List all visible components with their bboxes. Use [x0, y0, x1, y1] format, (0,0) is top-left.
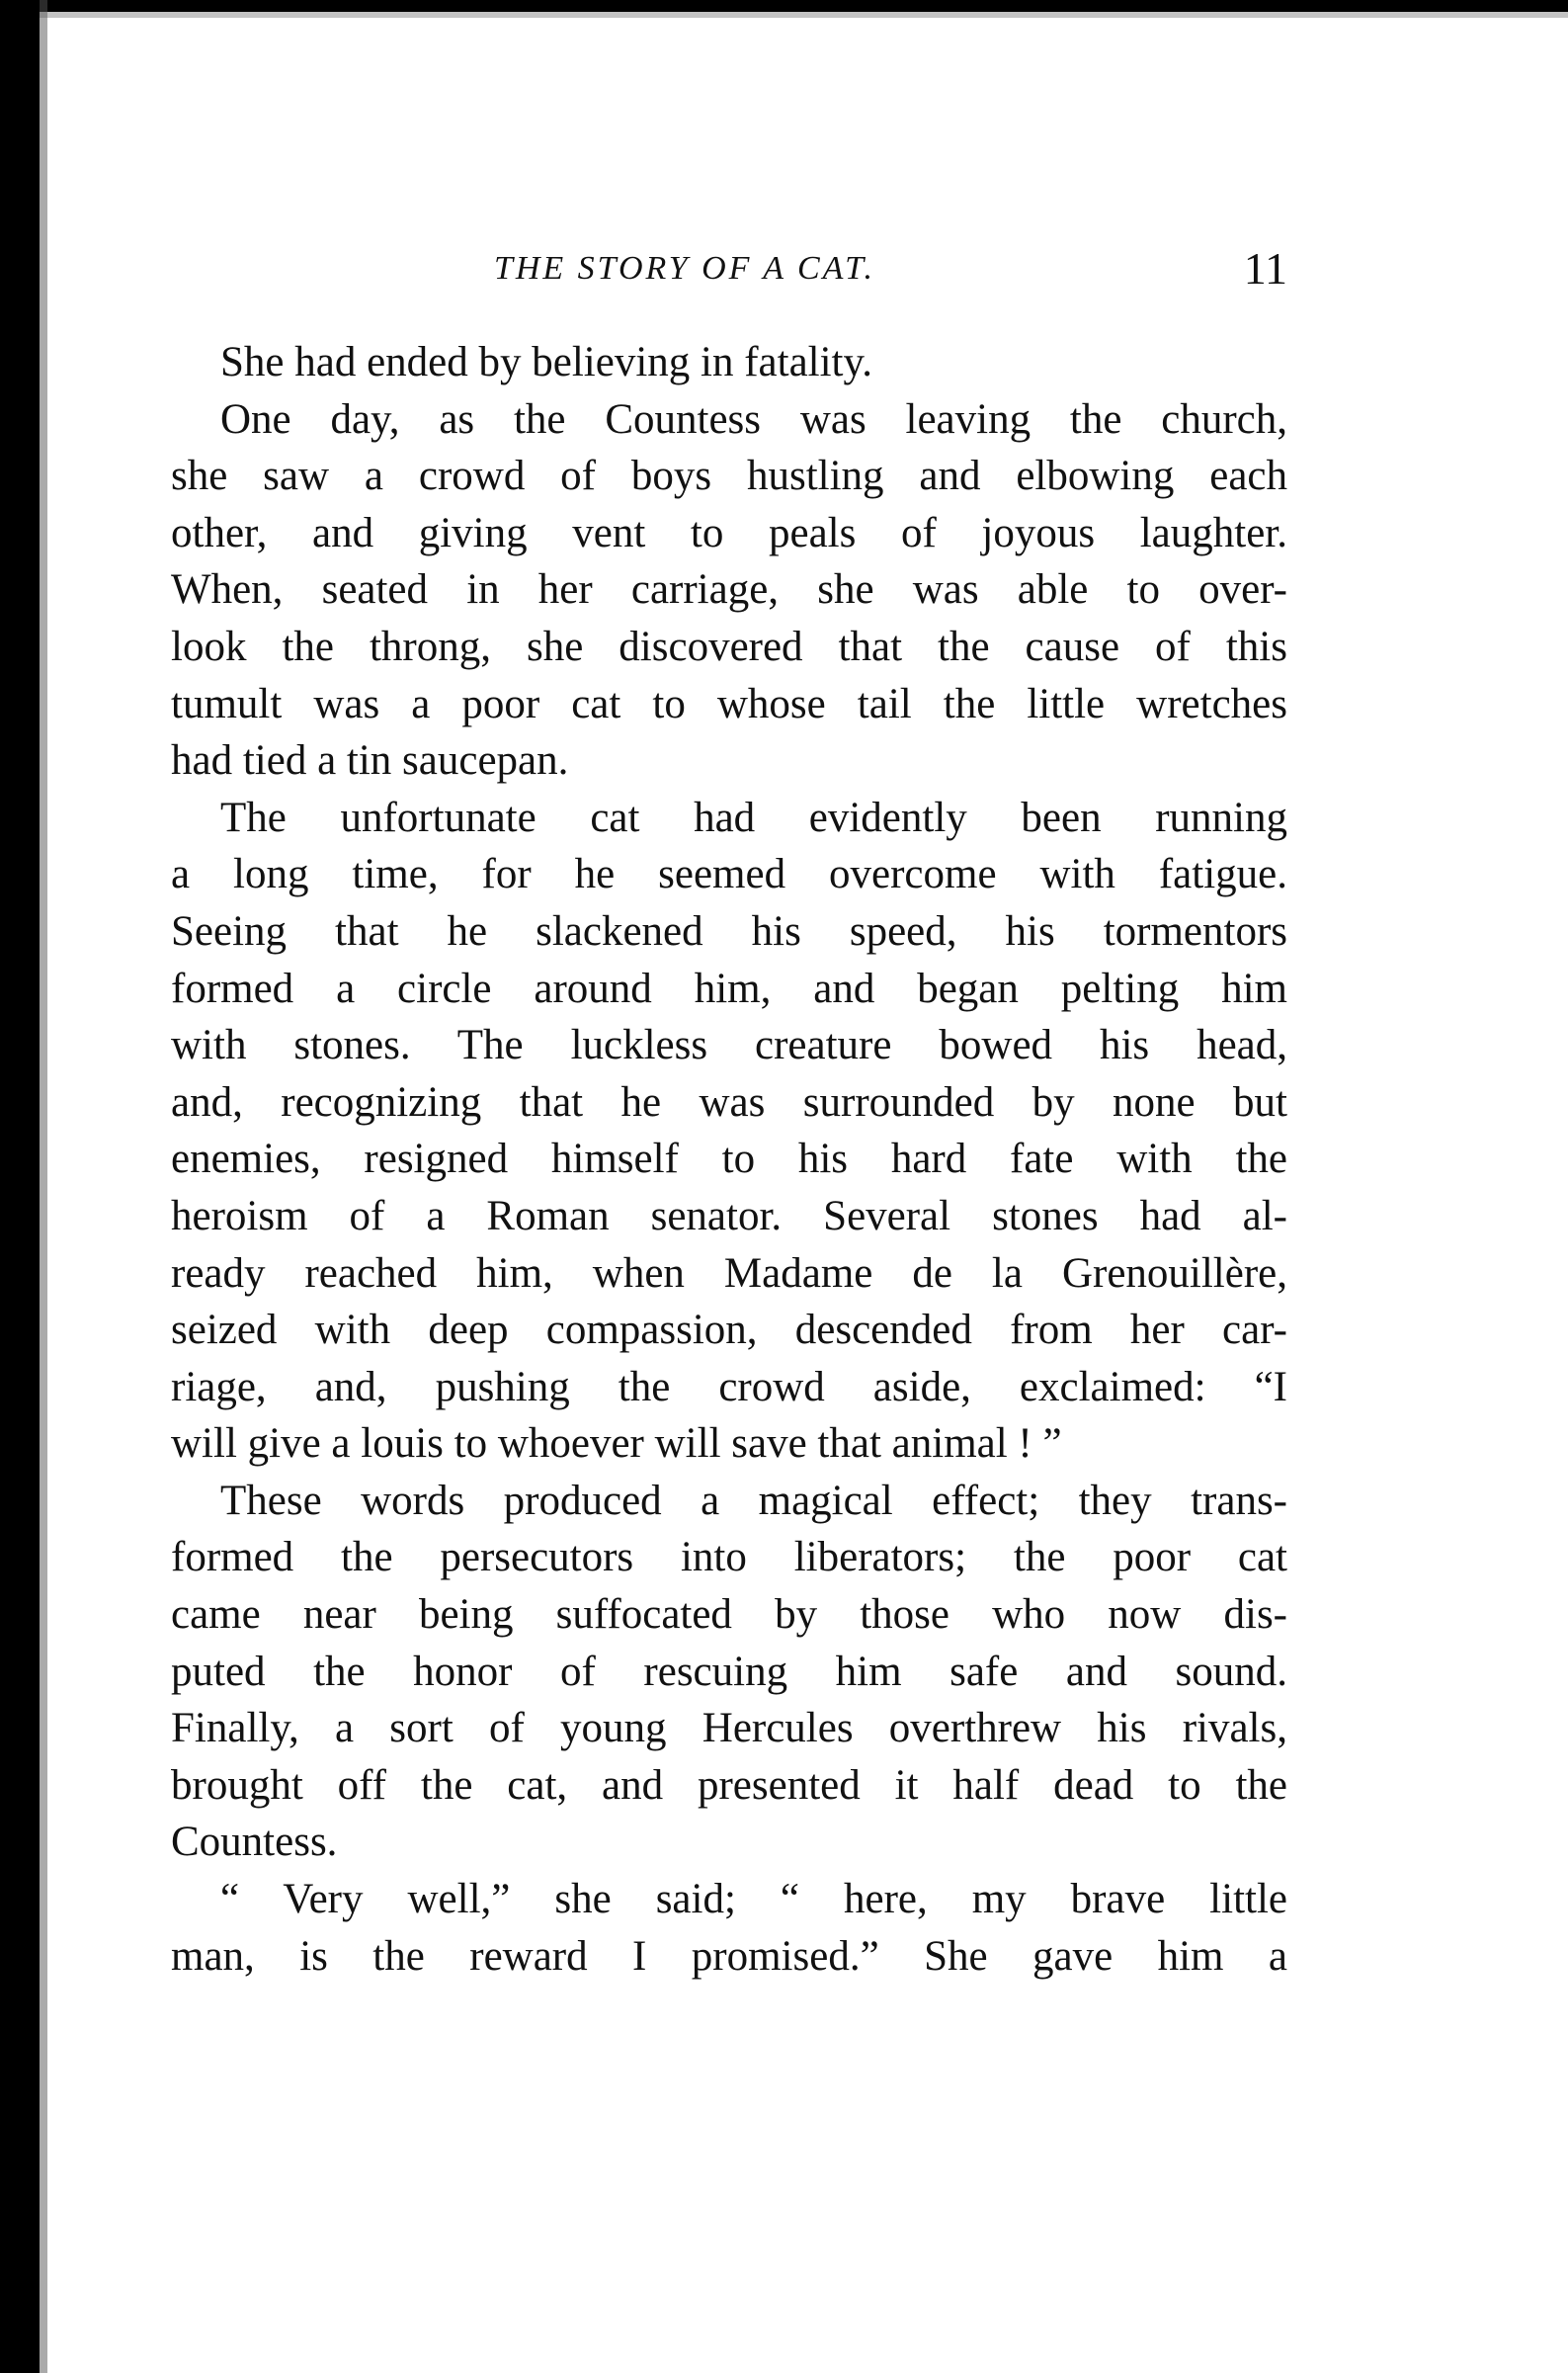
text-line: will give a louis to whoever will save that animal ! ”	[171, 1420, 1062, 1468]
text-line: formed a circle around him, and began pelting him	[171, 965, 1287, 1012]
text-line: brought off the cat, and presented it half dead to the	[171, 1761, 1287, 1809]
scan-top-shadow	[0, 12, 1568, 18]
text-line: “ Very well,” she said; “ here, my brave little	[220, 1876, 1287, 1923]
text-line: The unfortunate cat had evidently been running	[220, 794, 1287, 841]
text-line: She had ended by believing in fatality.	[220, 339, 872, 385]
scan-top-edge	[0, 0, 1568, 12]
text-line: riage, and, pushing the crowd aside, exclaimed: “I	[171, 1363, 1287, 1410]
text-line: other, and giving vent to peals of joyous laughter.	[171, 509, 1287, 556]
text-line: Seeing that he slackened his speed, his tormentors	[171, 907, 1287, 955]
text-line: enemies, resigned himself to his hard fate with the	[171, 1136, 1287, 1183]
text-line: Finally, a sort of young Hercules overthrew his rivals,	[171, 1705, 1287, 1752]
text-line: had tied a tin saucepan.	[171, 737, 569, 785]
scan-left-edge	[0, 0, 40, 2373]
text-line: and, recognizing that he was surrounded by none but	[171, 1078, 1287, 1126]
page-body	[171, 334, 1287, 1985]
text-line: look the throng, she discovered that the cause of this	[171, 623, 1287, 670]
text-line: These words produced a magical effect; they trans-	[220, 1477, 1287, 1524]
text-line: tumult was a poor cat to whose tail the little wretches	[171, 680, 1287, 727]
text-line: she saw a crowd of boys hustling and elbowing each	[171, 453, 1287, 500]
text-line: seized with deep compassion, descended from her car-	[171, 1307, 1287, 1354]
text-line: puted the honor of rescuing him safe and sound.	[171, 1648, 1287, 1695]
text-line: Countess.	[171, 1819, 338, 1866]
text-line: with stones. The luckless creature bowed his head,	[171, 1022, 1287, 1069]
text-line: came near being suffocated by those who now dis-	[171, 1591, 1287, 1639]
text-line: formed the persecutors into liberators; the poor cat	[171, 1534, 1287, 1581]
text-line: man, is the reward I promised.” She gave him a	[171, 1932, 1287, 1980]
scan-left-shadow	[40, 0, 47, 2373]
text-line: One day, as the Countess was leaving the church,	[220, 395, 1287, 443]
text-line: a long time, for he seemed overcome with fatigue.	[171, 851, 1287, 898]
text-line: When, seated in her carriage, she was able to over-	[171, 566, 1287, 614]
running-title: THE STORY OF A CAT.	[493, 250, 876, 287]
text-line: heroism of a Roman senator. Several stones had al-	[171, 1192, 1287, 1239]
page-number: 11	[1243, 243, 1287, 294]
page-header	[171, 242, 1287, 292]
text-line: ready reached him, when Madame de la Grenouillère,	[171, 1249, 1287, 1297]
